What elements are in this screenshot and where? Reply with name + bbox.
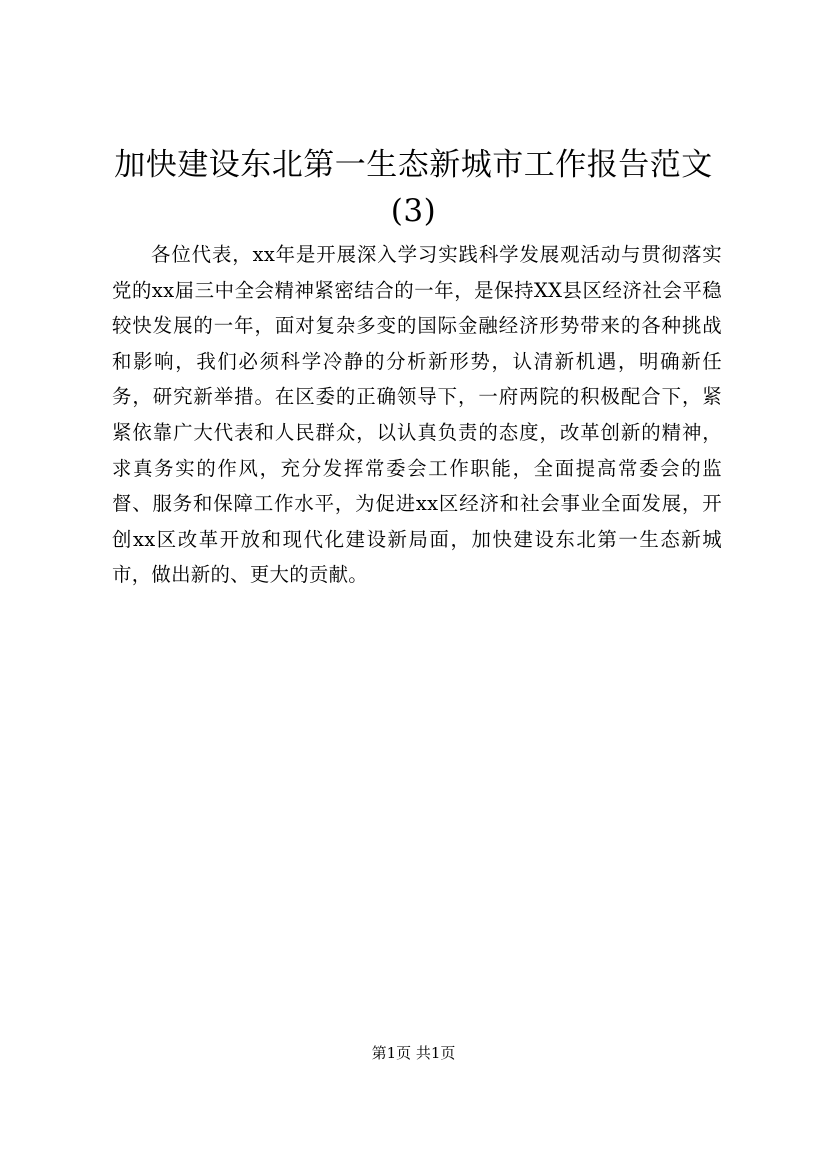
page-footer: 第1页 共1页	[371, 1044, 456, 1062]
body-paragraph: 各位代表，xx年是开展深入学习实践科学发展观活动与贯彻落实党的xx届三中全会精神紧密结合的一年，是保持XX县区经济社会平稳较快发展的一年，面对复杂多变的国际金融经济形势带来的各种挑战和影响，我们必须科学冷静的分析新形势，认清新机遇，明确新任务，研究新举措。在区委的正确领导下，一府两院的积极配合下，紧紧依靠广大代表和人民群众，以认真负责的态度，改革创新的精神，求真务实的作风，充分发挥常委会工作职能，全面提高常委会的监督、服务和保障工作水平，为促进xx区经济和社会事业全面发展，开创xx区改革开放和现代化建设新局面，加快建设东北第一生态新城市，做出新的、更大的贡献。	[112, 243, 722, 587]
title-line-1: 加快建设东北第一生态新城市工作报告范文	[114, 147, 713, 183]
document-title	[100, 142, 727, 234]
title-line-2: (3)	[390, 193, 437, 229]
